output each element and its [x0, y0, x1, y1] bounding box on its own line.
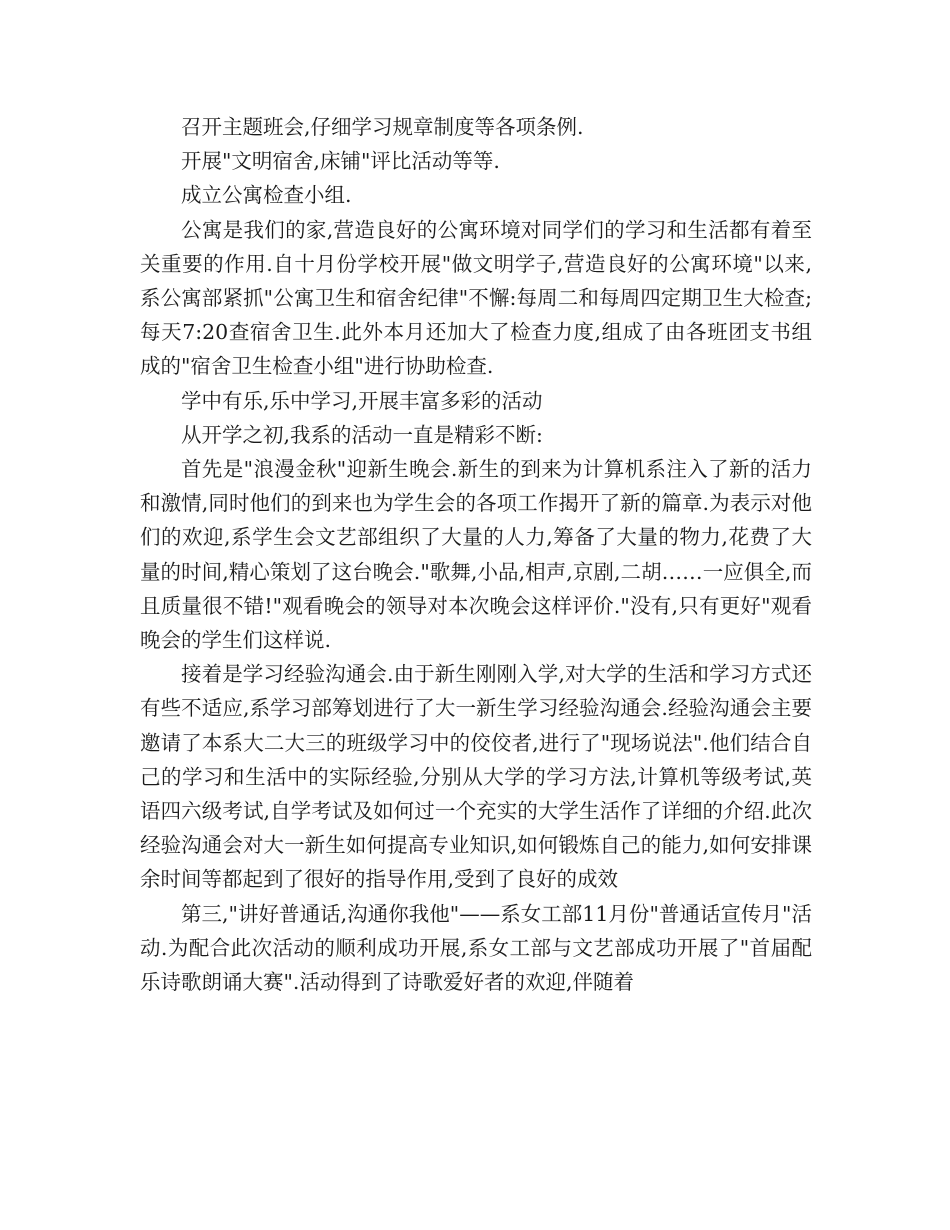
paragraph-inspection-group: 成立公寓检查小组. — [181, 183, 352, 208]
document-body — [140, 110, 812, 999]
paragraph-apartment-environment: 公寓是我们的家,营造良好的公寓环境对同学们的学习和生活都有着至关重要的作用.自十月份学校开展"做文明学子,营造良好的公寓环境"以来,系公寓部紧抓"公寓卫生和宿舍纪律"不懈:每周二和每周四定期卫生大检查;每天7:20查宿舍卫生.此外本月还加大了检查力度,组成了由各班团支书组成的"宿舍卫生检查小组"进行协助检查. — [140, 217, 812, 379]
paragraph-mandarin-month: 第三,"讲好普通话,沟通你我他"——系女工部11月份"普通话宣传月"活动.为配合此次活动的顺利成功开展,系女工部与文艺部成功开展了"首届配乐诗歌朗诵大赛".活动得到了诗歌爱好者的欢迎,伴随着 — [140, 901, 812, 995]
paragraph-class-meeting: 召开主题班会,仔细学习规章制度等各项条例. — [181, 115, 584, 139]
paragraph-study-exchange: 接着是学习经验沟通会.由于新生刚刚入学,对大学的生活和学习方式还有些不适应,系学习部筹划进行了大一新生学习经验沟通会.经验沟通会主要邀请了本系大二大三的班级学习中的佼佼者,进行了"现场说法".他们结合自己的学习和生活中的实际经验,分别从大学的学习方法,计算机等级考试,英语四六级考试,自学考试及如何过一个充实的大学生活作了详细的介绍.此次经验沟通会对大一新生如何提高专业知识,如何锻炼自己的能力,如何安排课余时间等都起到了很好的指导作用,受到了良好的成效 — [140, 662, 812, 892]
paragraph-activities-intro: 从开学之初,我系的活动一直是精彩不断: — [181, 422, 543, 447]
paragraph-dorm-contest: 开展"文明宿舍,床铺"评比活动等等. — [181, 149, 500, 174]
paragraph-activities-heading: 学中有乐,乐中学习,开展丰富多彩的活动 — [181, 388, 543, 413]
paragraph-welcome-party: 首先是"浪漫金秋"迎新生晚会.新生的到来为计算机系注入了新的活力和激情,同时他们的到来也为学生会的各项工作揭开了新的篇章.为表示对他们的欢迎,系学生会文艺部组织了大量的人力,筹备了大量的物力,花费了大量的时间,精心策划了这台晚会."歌舞,小品,相声,京剧,二胡……一应俱全,而且质量很不错!"观看晚会的领导对本次晚会这样评价."没有,只有更好"观看晚会的学生们这样说. — [140, 457, 812, 653]
